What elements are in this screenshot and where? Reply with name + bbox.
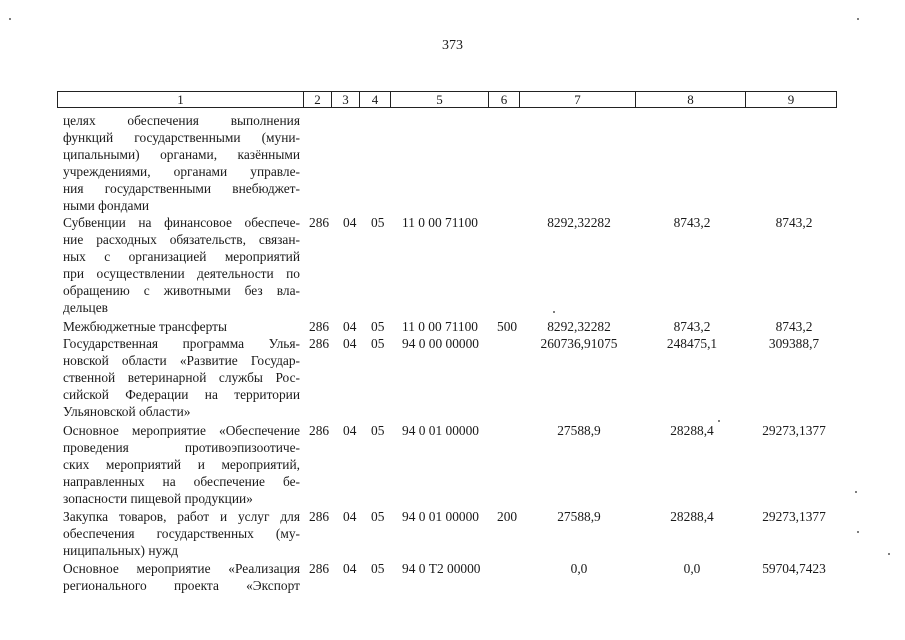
description-line: ных с организацией мероприятий (63, 249, 300, 264)
description-line: Государственная программа Улья- (63, 336, 300, 351)
cell-subsection: 05 (371, 319, 385, 334)
cell-amount-col9: 8743,2 (775, 215, 813, 230)
cell-admin-code: 286 (309, 509, 330, 524)
header-col-9: 9 (787, 92, 795, 107)
description-line: обращению с животными без вла- (63, 283, 300, 298)
cell-section: 04 (343, 215, 357, 230)
row-description (63, 560, 300, 594)
description-line: ными фондами (63, 198, 150, 213)
cell-target-article: 94 0 Т2 00000 (402, 561, 481, 576)
description-line: Ульяновской области» (63, 404, 191, 419)
scan-speck (718, 420, 720, 422)
description-line: при осуществлении деятельности по (63, 266, 300, 281)
scan-speck (888, 553, 890, 555)
cell-amount-col8: 28288,4 (670, 509, 714, 524)
description-line: ципальными) органами, казёнными (63, 147, 300, 162)
cell-subsection: 05 (371, 509, 385, 524)
cell-amount-col8: 248475,1 (666, 336, 718, 351)
cell-admin-code: 286 (309, 319, 330, 334)
description-line: направленных на обеспечение бе- (63, 474, 300, 489)
cell-expense-type: 200 (497, 509, 518, 524)
description-line: учреждениями, органами управле- (63, 164, 300, 179)
cell-subsection: 05 (371, 423, 385, 438)
header-col-1: 1 (58, 92, 304, 107)
cell-amount-col7: 8292,32282 (547, 215, 611, 230)
cell-amount-col8: 0,0 (683, 561, 701, 576)
cell-amount-col8: 8743,2 (673, 319, 711, 334)
description-line: ственной ветеринарной службы Рос- (63, 370, 300, 385)
header-col-5: 5 (391, 92, 489, 107)
cell-subsection: 05 (371, 215, 385, 230)
cell-amount-col9: 8743,2 (775, 319, 813, 334)
description-line: проведения противоэпизоотиче- (63, 440, 300, 455)
scan-speck (9, 18, 11, 20)
row-description (63, 335, 300, 420)
cell-admin-code: 286 (309, 215, 330, 230)
cell-target-article: 11 0 00 71100 (402, 319, 479, 334)
header-col-6: 6 (489, 92, 520, 107)
scan-speck (855, 491, 857, 493)
cell-amount-col8: 8743,2 (673, 215, 711, 230)
header-col-3: 3 (332, 92, 360, 107)
cell-amount-col7: 27588,9 (557, 423, 601, 438)
table-header-row (57, 91, 837, 108)
cell-amount-col9: 29273,1377 (762, 509, 826, 524)
description-line: регионального проекта «Экспорт (63, 578, 300, 593)
row-description (63, 422, 300, 507)
cell-amount-col9: 29273,1377 (762, 423, 826, 438)
cell-target-article: 94 0 01 00000 (402, 423, 479, 438)
header-col-7: 7 (520, 92, 636, 107)
cell-admin-code: 286 (309, 561, 330, 576)
cell-amount-col9: 59704,7423 (762, 561, 826, 576)
cell-admin-code: 286 (309, 336, 330, 351)
cell-amount-col8: 28288,4 (670, 423, 714, 438)
cell-amount-col7: 260736,91075 (540, 336, 618, 351)
cell-target-article: 94 0 01 00000 (402, 509, 479, 524)
cell-section: 04 (343, 319, 357, 334)
description-line: Основное мероприятие «Реализация (63, 561, 300, 576)
cell-expense-type: 500 (497, 319, 518, 334)
cell-section: 04 (343, 561, 357, 576)
scan-speck (553, 311, 555, 313)
cell-amount-col9: 309388,7 (768, 336, 820, 351)
header-col-8: 8 (636, 92, 746, 107)
cell-amount-col7: 0,0 (570, 561, 588, 576)
cell-section: 04 (343, 509, 357, 524)
scan-speck (857, 531, 859, 533)
description-line: обеспечения государственных (му- (63, 526, 300, 541)
description-line: ние расходных обязательств, связан- (63, 232, 300, 247)
page-number: 373 (442, 38, 463, 53)
cell-subsection: 05 (371, 561, 385, 576)
scan-speck (857, 18, 859, 20)
description-line: зопасности пищевой продукции» (63, 491, 253, 506)
cell-section: 04 (343, 336, 357, 351)
cell-subsection: 05 (371, 336, 385, 351)
header-col-2: 2 (304, 92, 332, 107)
description-line: ских мероприятий и мероприятий, (63, 457, 300, 472)
row-description (63, 508, 300, 559)
description-line: Основное мероприятие «Обеспечение (63, 423, 300, 438)
description-line: новской области «Развитие Государ- (63, 353, 300, 368)
description-line: функций государственными (муни- (63, 130, 300, 145)
cell-section: 04 (343, 423, 357, 438)
description-line: ния государственными внебюджет- (63, 181, 300, 196)
description-line: Закупка товаров, работ и услуг для (63, 509, 300, 524)
description-line: ниципальных) нужд (63, 543, 179, 558)
row-description (63, 214, 300, 316)
cell-admin-code: 286 (309, 423, 330, 438)
description-line: целях обеспечения выполнения (63, 113, 300, 128)
header-col-4: 4 (360, 92, 391, 107)
description-line: сийской Федерации на территории (63, 387, 300, 402)
description-line: Межбюджетные трансферты (63, 319, 227, 334)
row-description (63, 318, 300, 335)
cell-amount-col7: 8292,32282 (547, 319, 611, 334)
description-line: Субвенции на финансовое обеспече- (63, 215, 300, 230)
cell-target-article: 94 0 00 00000 (402, 336, 479, 351)
row-description (63, 112, 300, 214)
description-line: дельцев (63, 300, 108, 315)
cell-amount-col7: 27588,9 (557, 509, 601, 524)
cell-target-article: 11 0 00 71100 (402, 215, 479, 230)
